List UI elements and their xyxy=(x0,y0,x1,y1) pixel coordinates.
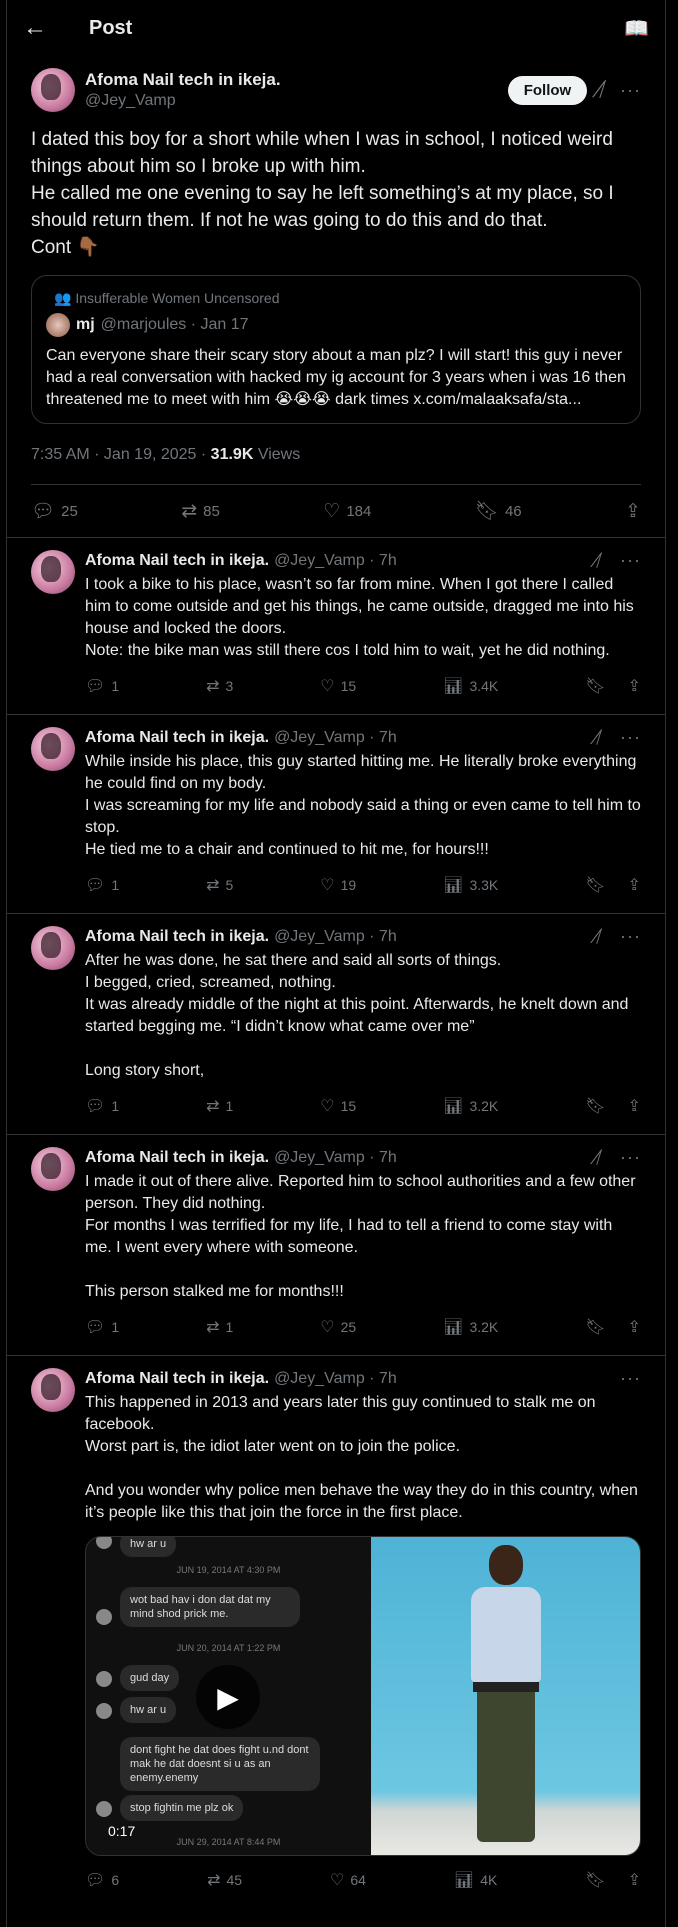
reply-tail-actions xyxy=(585,1096,641,1116)
author-name[interactable]: Afoma Nail tech in ikeja. xyxy=(85,70,281,89)
reply-count: 6 xyxy=(111,1872,120,1888)
reply-tail-actions xyxy=(585,676,641,696)
officer-photo xyxy=(371,1537,640,1855)
reply-text: I made it out of there alive. Reported him to school authorities and a few other person. They did nothing. For months I was terrified for my life, I had to tell a friend to come stay with me. I went every where with someone. This person stalked me for months!!! xyxy=(85,1173,636,1300)
repost-icon: ⇄ xyxy=(181,500,198,522)
views-count: 3.2K xyxy=(469,1098,499,1114)
reply-item[interactable] xyxy=(7,714,665,913)
officer-pants xyxy=(477,1692,535,1842)
chat-message: gud day xyxy=(120,1665,179,1691)
like-count: 25 xyxy=(340,1319,357,1335)
community-label xyxy=(46,290,626,307)
quote-author-handle: @marjoules · Jan 17 xyxy=(100,316,249,333)
reply-author-name[interactable]: Afoma Nail tech in ikeja. xyxy=(85,1369,270,1387)
repost-button[interactable] xyxy=(206,676,233,696)
views-count: 31.9K xyxy=(210,446,254,463)
views-icon: 📊︎ xyxy=(443,678,464,695)
share-button[interactable] xyxy=(625,499,641,523)
reply-author-handle[interactable]: @Jey_Vamp · 7h xyxy=(274,1369,397,1387)
like-count: 15 xyxy=(340,678,357,694)
post-timestamp xyxy=(31,446,641,464)
like-button[interactable] xyxy=(320,875,356,895)
bookmark-icon[interactable]: 🔖︎ xyxy=(585,877,606,894)
officer-belt xyxy=(473,1682,539,1692)
author-meta xyxy=(85,70,508,110)
chat-message: wot bad hav i don dat dat my mind shod prick me. xyxy=(120,1587,300,1627)
quote-avatar xyxy=(46,313,70,337)
reply-count: 1 xyxy=(111,1098,120,1114)
reply-icon: 💬︎ xyxy=(85,678,106,695)
chat-avatar xyxy=(96,1703,112,1719)
chat-timestamp: JUN 29, 2014 AT 8:44 PM xyxy=(176,1837,281,1847)
reply-text: After he was done, he sat there and said all sorts of things. I begged, cried, screamed, nothing. It was already middle of the night at this point. Afterwards, he knelt down and started begging me. “I didn’t know what came over me” Long story short, xyxy=(85,952,629,1079)
like-count: 184 xyxy=(346,502,372,520)
more-icon[interactable]: ··· xyxy=(620,79,641,100)
heart-icon: ♡ xyxy=(323,500,341,522)
repost-count: 1 xyxy=(225,1098,234,1114)
author-handle[interactable]: @Jey_Vamp xyxy=(85,92,176,109)
repost-count: 45 xyxy=(226,1872,243,1888)
grok-icon[interactable]: ⧸̸ xyxy=(596,926,603,946)
officer-figure xyxy=(471,1545,541,1825)
views-button[interactable] xyxy=(454,1870,497,1890)
reply-text: I took a bike to his place, wasn’t so far from mine. When I got there I called him to come outside and get his things, he came outside, dragged me into his house and locked the doors. Note: the bike man was still there cos I told him to wait, yet he did nothing. xyxy=(85,576,634,659)
chat-message: stop fightin me plz ok xyxy=(120,1795,243,1821)
repost-icon: ⇄ xyxy=(206,1319,220,1336)
reply-author-handle[interactable]: @Jey_Vamp · 7h xyxy=(274,1148,397,1166)
community-name: Insufferable Women Uncensored xyxy=(75,290,280,306)
views-button[interactable] xyxy=(443,676,498,696)
bookmark-icon[interactable]: 🔖︎ xyxy=(585,1872,606,1889)
heart-icon: ♡ xyxy=(330,1872,345,1889)
repost-button[interactable] xyxy=(206,875,233,895)
reply-author-name[interactable]: Afoma Nail tech in ikeja. xyxy=(85,551,270,569)
reply-count: 1 xyxy=(111,1319,120,1335)
avatar[interactable] xyxy=(31,1147,75,1191)
share-icon[interactable]: ⇪ xyxy=(627,877,641,894)
like-button[interactable] xyxy=(320,676,356,696)
share-icon[interactable]: ⇪ xyxy=(627,1319,641,1336)
reply-body xyxy=(85,1368,641,1908)
repost-icon: ⇄ xyxy=(206,678,220,695)
like-button[interactable] xyxy=(323,499,371,523)
timestamp-text: 7:35 AM · Jan 19, 2025 · xyxy=(31,446,211,463)
quote-text: Can everyone share their scary story about a man plz? I will start! this guy i never had a real conversation with hacked my ig account for 3 years when i was 16 then threatened me to meet with him 😭😭😭 dark times x.com/malaaksafa/sta... xyxy=(46,347,626,408)
officer-shirt xyxy=(471,1587,541,1682)
main-post xyxy=(7,56,665,537)
reply-button[interactable] xyxy=(85,875,119,895)
bookmark-icon[interactable]: 🔖︎ xyxy=(585,1319,606,1336)
avatar[interactable] xyxy=(31,68,75,112)
views-label: Views xyxy=(253,446,301,463)
repost-button[interactable] xyxy=(207,1870,242,1890)
reply-author-handle[interactable]: @Jey_Vamp · 7h xyxy=(274,551,397,569)
reply-item[interactable] xyxy=(7,1355,665,1908)
chat-timestamp: JUN 20, 2014 AT 1:22 PM xyxy=(176,1643,281,1653)
views-button[interactable] xyxy=(443,1317,498,1337)
post-text: I dated this boy for a short while when I was in school, I noticed weird things about him so I broke up with him. He called me one evening to say he left something’s at my place, so I should return them. If not he was going to do this and do that. Cont 👇🏾 xyxy=(31,129,614,258)
reply-body xyxy=(85,550,641,714)
reply-actions xyxy=(85,1303,641,1355)
reply-text: While inside his place, this guy started hitting me. He literally broke everything he could find on my body. I was screaming for my life and nobody said a thing or even came to tell him to stop. He tied me to a chair and continued to hit me, for hours!!! xyxy=(85,753,641,858)
officer-head xyxy=(489,1545,523,1585)
more-icon[interactable]: ··· xyxy=(620,926,641,946)
chat-avatar xyxy=(96,1536,112,1549)
bookmark-button[interactable] xyxy=(475,499,522,523)
quoted-post[interactable] xyxy=(31,275,641,424)
share-icon[interactable]: ⇪ xyxy=(627,678,641,695)
repost-count: 85 xyxy=(203,502,220,520)
reply-author-handle[interactable]: @Jey_Vamp · 7h xyxy=(274,927,397,945)
heart-icon: ♡ xyxy=(320,1319,335,1336)
views-icon: 📊︎ xyxy=(453,1872,475,1889)
reply-body xyxy=(85,727,641,913)
reply-count: 25 xyxy=(61,502,78,520)
share-icon: ⇪ xyxy=(625,500,641,522)
reply-author-name[interactable]: Afoma Nail tech in ikeja. xyxy=(85,728,270,746)
avatar[interactable] xyxy=(31,550,75,594)
reply-header xyxy=(85,1368,641,1389)
reply-actions xyxy=(85,1082,641,1134)
chat-message: hw ar u xyxy=(120,1536,176,1557)
repost-count: 3 xyxy=(225,678,234,694)
reply-button[interactable] xyxy=(85,1317,119,1337)
like-button[interactable] xyxy=(330,1870,366,1890)
video-media[interactable] xyxy=(85,1536,641,1856)
chat-message: dont fight he dat does fight u.nd dont mak he dat doesnt si u as an enemy.enemy xyxy=(120,1737,320,1791)
reply-icon: 💬︎ xyxy=(85,1872,106,1889)
grok-icon[interactable]: ⧸̸ xyxy=(599,78,607,101)
heart-icon: ♡ xyxy=(320,877,335,894)
views-icon: 📊︎ xyxy=(443,1319,464,1336)
play-icon[interactable]: ▶ xyxy=(196,1665,260,1729)
video-duration: 0:17 xyxy=(108,1823,136,1839)
reply-body xyxy=(85,1147,641,1355)
community-icon: 👥 xyxy=(54,290,72,306)
reply-body xyxy=(85,926,641,1134)
like-count: 19 xyxy=(340,877,357,893)
views-button[interactable] xyxy=(443,875,498,895)
reply-button[interactable] xyxy=(85,676,119,696)
views-count: 3.3K xyxy=(469,877,499,893)
reply-text: This happened in 2013 and years later this guy continued to stalk me on facebook. Worst part is, the idiot later went on to join the police. And you wonder why police men behave the way they do in this country, when it’s people like this that join the force in the first place. xyxy=(85,1394,638,1521)
post-actions xyxy=(31,485,641,537)
reply-item[interactable] xyxy=(7,537,665,714)
chat-timestamp: JUN 19, 2014 AT 4:30 PM xyxy=(176,1565,281,1575)
repost-count: 1 xyxy=(225,1319,234,1335)
more-icon[interactable]: ··· xyxy=(620,727,641,747)
repost-icon: ⇄ xyxy=(206,877,220,894)
share-icon[interactable]: ⇪ xyxy=(627,1098,641,1115)
bookmark-icon[interactable]: 🔖︎ xyxy=(585,678,606,695)
views-icon: 📊︎ xyxy=(443,1098,464,1115)
repost-icon: ⇄ xyxy=(206,1098,220,1115)
reply-item[interactable] xyxy=(7,1134,665,1355)
reply-icon: 💬︎ xyxy=(31,501,56,522)
bookmark-icon: 🔖︎ xyxy=(474,501,499,522)
reply-tail-actions xyxy=(585,875,641,895)
like-count: 15 xyxy=(340,1098,357,1114)
grok-icon[interactable]: ⧸̸ xyxy=(596,727,603,747)
back-arrow-icon[interactable]: ← xyxy=(23,14,47,41)
like-count: 64 xyxy=(350,1872,366,1888)
more-icon[interactable]: ··· xyxy=(620,1147,641,1167)
repost-count: 5 xyxy=(225,877,234,893)
reader-icon[interactable]: 📖 xyxy=(624,17,649,40)
reply-actions xyxy=(85,861,641,913)
top-bar xyxy=(7,0,665,56)
reply-header xyxy=(85,727,641,748)
reply-actions xyxy=(85,1856,641,1908)
reply-header xyxy=(85,1147,641,1168)
reply-author-name[interactable]: Afoma Nail tech in ikeja. xyxy=(85,1148,270,1166)
more-icon[interactable]: ··· xyxy=(620,550,641,570)
reply-count: 1 xyxy=(111,678,120,694)
reply-icon: 💬︎ xyxy=(85,877,106,894)
more-icon[interactable]: ··· xyxy=(620,1368,641,1388)
chat-avatar xyxy=(96,1609,112,1625)
avatar[interactable] xyxy=(31,727,75,771)
reply-tail-actions xyxy=(585,1870,641,1890)
views-button[interactable] xyxy=(443,1096,498,1116)
reply-actions xyxy=(85,662,641,714)
reply-button[interactable] xyxy=(31,499,78,523)
chat-avatar xyxy=(96,1801,112,1817)
quote-author-name: mj xyxy=(76,316,95,333)
share-icon[interactable]: ⇪ xyxy=(627,1872,641,1889)
views-count: 4K xyxy=(480,1872,498,1888)
page-title: Post xyxy=(89,16,133,39)
reply-icon: 💬︎ xyxy=(85,1319,106,1336)
views-count: 3.4K xyxy=(469,678,499,694)
heart-icon: ♡ xyxy=(320,678,335,695)
like-button[interactable] xyxy=(320,1096,356,1116)
chat-screenshot xyxy=(86,1537,371,1855)
reply-item[interactable] xyxy=(7,913,665,1134)
repost-button[interactable] xyxy=(181,499,220,523)
reply-tail-actions xyxy=(585,1317,641,1337)
repost-button[interactable] xyxy=(206,1096,233,1116)
bookmark-icon[interactable]: 🔖︎ xyxy=(585,1098,606,1115)
reply-header xyxy=(85,926,641,947)
avatar[interactable] xyxy=(31,1368,75,1412)
reply-button[interactable] xyxy=(85,1870,119,1890)
follow-button[interactable]: Follow xyxy=(508,76,588,105)
views-icon: 📊︎ xyxy=(443,877,464,894)
grok-icon[interactable]: ⧸̸ xyxy=(596,550,603,570)
reply-button[interactable] xyxy=(85,1096,119,1116)
avatar[interactable] xyxy=(31,926,75,970)
views-count: 3.2K xyxy=(469,1319,499,1335)
repost-button[interactable] xyxy=(206,1317,233,1337)
reply-icon: 💬︎ xyxy=(85,1098,106,1115)
reply-author-handle[interactable]: @Jey_Vamp · 7h xyxy=(274,728,397,746)
reply-header xyxy=(85,550,641,571)
bookmark-count: 46 xyxy=(504,502,522,520)
post-page xyxy=(6,0,666,1927)
repost-icon: ⇄ xyxy=(207,1872,221,1889)
chat-avatar xyxy=(96,1671,112,1687)
reply-count: 1 xyxy=(111,877,120,893)
grok-icon[interactable]: ⧸̸ xyxy=(596,1147,603,1167)
author-row xyxy=(31,68,641,112)
like-button[interactable] xyxy=(320,1317,356,1337)
reply-author-name[interactable]: Afoma Nail tech in ikeja. xyxy=(85,927,270,945)
quote-header xyxy=(46,313,626,337)
heart-icon: ♡ xyxy=(320,1098,335,1115)
chat-message: hw ar u xyxy=(120,1697,176,1723)
